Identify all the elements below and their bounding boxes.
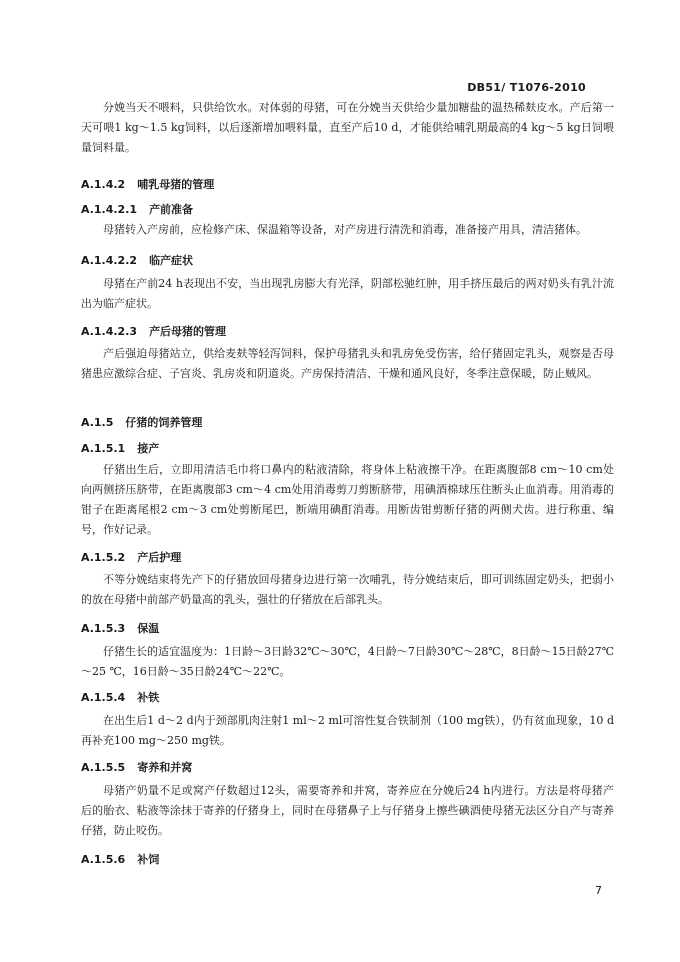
heading-title: 保温 (137, 622, 160, 635)
paragraph-labor-signs: 母猪在产前24 h表现出不安，当出现乳房膨大有光泽，阴部松驰红肿，用手挤压最后的两对奶头有乳汁流出为临产症状。 (81, 277, 614, 310)
heading-title: 补饲 (137, 853, 160, 866)
heading-title: 仔猪的饲养管理 (125, 416, 203, 429)
heading-number: A.1.4.2.2 (81, 254, 138, 267)
heading-a1-5-5 (81, 759, 192, 775)
heading-a1-4-2-3 (81, 323, 226, 339)
paragraph-feeding-after-farrowing: 分娩当天不喂料，只供给饮水。对体弱的母猪，可在分娩当天供给少量加糖盐的温热稀麸皮水。产后第一天可喂1 kg～1.5 kg饲料，以后逐渐增加喂料量，直至产后10 d，才能供给哺乳期最高的4 kg～5 kg日饲喂量饲料量。 (81, 101, 614, 154)
heading-number: A.1.5.2 (81, 551, 126, 564)
heading-title: 寄养和并窝 (137, 761, 193, 774)
heading-number: A.1.4.2.1 (81, 203, 138, 216)
heading-number: A.1.5 (81, 416, 114, 429)
heading-a1-5-4 (81, 689, 159, 705)
heading-a1-5 (81, 414, 202, 430)
heading-number: A.1.5.1 (81, 442, 126, 455)
paragraph-pre-farrowing-prep: 母猪转入产房前，应检修产床、保温箱等设备，对产房进行清洗和消毒，准备接产用具，清洁猪体。 (103, 223, 587, 236)
paragraph-postpartum-sow: 产后强迫母猪站立，供给麦麸等轻泻饲料，保护母猪乳头和乳房免受伤害，给仔猪固定乳头，观察是否母猪患应激综合症、子宫炎、乳房炎和阴道炎。产房保持清洁、干燥和通风良好，冬季注意保暖，防止贼风。 (81, 347, 614, 380)
paragraph-temperature: 仔猪生长的适宜温度为：1日龄～3日龄32℃～30℃，4日龄～7日龄30℃～28℃，8日龄～15日龄27℃～25 ℃，16日龄～35日龄24℃～22℃。 (81, 645, 614, 678)
heading-title: 补铁 (137, 691, 160, 704)
heading-a1-5-2 (81, 549, 181, 565)
heading-a1-5-6 (81, 851, 159, 867)
heading-title: 接产 (137, 442, 160, 455)
heading-title: 哺乳母猪的管理 (137, 178, 215, 191)
heading-number: A.1.5.4 (81, 691, 126, 704)
heading-a1-5-1 (81, 440, 159, 456)
page-number: 7 (595, 884, 602, 897)
heading-number: A.1.5.6 (81, 853, 126, 866)
heading-a1-4-2-2 (81, 252, 193, 268)
paragraph-postnatal-care: 不等分娩结束将先产下的仔猪放回母猪身边进行第一次哺乳，待分娩结束后，即可训练固定奶头，把弱小的放在母猪中前部产奶量高的乳头，强壮的仔猪放在后部乳头。 (81, 573, 614, 606)
paragraph-iron-supplement: 在出生后1 d～2 d内于颈部肌肉注射1 ml～2 ml可溶性复合铁制剂（100 mg铁），仍有贫血现象，10 d再补充100 mg～250 mg铁。 (81, 714, 614, 747)
heading-title: 产后母猪的管理 (149, 325, 227, 338)
document-code: DB51/ T1076-2010 (467, 81, 586, 94)
heading-title: 临产症状 (149, 254, 194, 267)
paragraph-fostering: 母猪产奶量不足或窝产仔数超过12头，需要寄养和并窝，寄养应在分娩后24 h内进行。方法是将母猪产后的胎衣、粘液等涂抹于寄养的仔猪身上，同时在母猪鼻子上与仔猪身上擦些碘酒使母猪无法区分自产与寄养仔猪，防止咬伤。 (81, 784, 614, 837)
heading-title: 产前准备 (149, 203, 194, 216)
heading-number: A.1.5.3 (81, 622, 126, 635)
heading-number: A.1.5.5 (81, 761, 126, 774)
heading-a1-4-2-1 (81, 201, 193, 217)
heading-a1-5-3 (81, 620, 159, 636)
paragraph-delivery: 仔猪出生后，立即用清洁毛巾将口鼻内的粘液清除，将身体上粘液擦干净。在距离腹部8 cm～10 cm处向两侧挤压脐带，在距离腹部3 cm～4 cm处用消毒剪刀剪断脐带，用碘酒棉球压住断头止血消毒。用消毒的钳子在距离尾根2 cm～3 cm处剪断尾巴，断端用碘酊消毒。用断齿钳剪断仔猪的两侧犬齿。进行称重、编号，作好记录。 (81, 463, 614, 536)
heading-a1-4-2 (81, 176, 214, 192)
heading-title: 产后护理 (137, 551, 182, 564)
heading-number: A.1.4.2 (81, 178, 126, 191)
heading-number: A.1.4.2.3 (81, 325, 138, 338)
